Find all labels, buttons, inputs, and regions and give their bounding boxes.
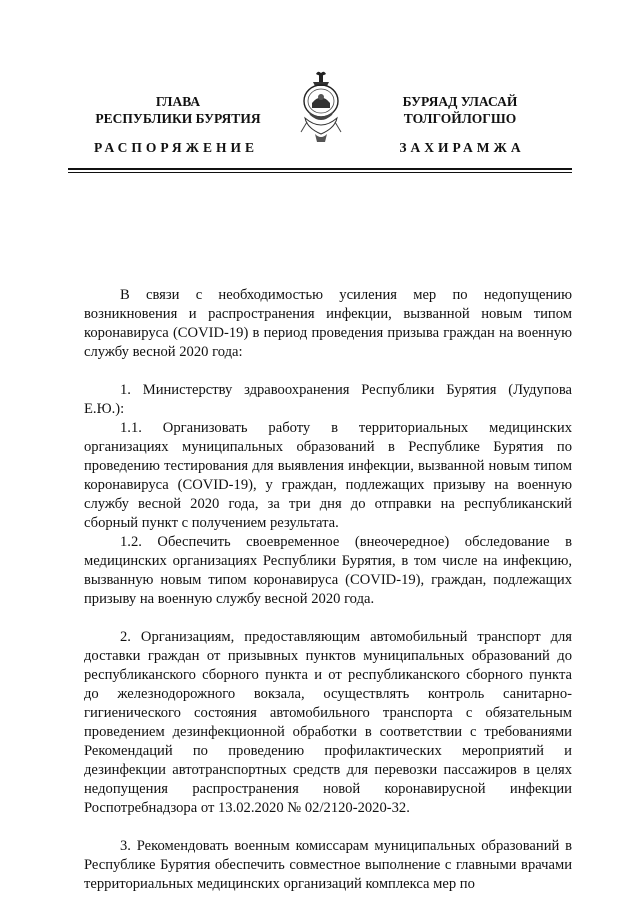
header-rule-thin xyxy=(68,172,572,173)
left-title-line2: РЕСПУБЛИКИ БУРЯТИЯ xyxy=(95,111,261,126)
paragraph-gap xyxy=(84,609,572,628)
item-3: 3. Рекомендовать военным комиссарам муниципальных образований в Республике Бурятия обеспечить совместное выполнение с главными врачами территориальных медицинских организаций комплекса мер по xyxy=(84,838,572,892)
header-rule-thick xyxy=(68,168,572,170)
coat-of-arms-icon xyxy=(297,70,345,148)
document-body xyxy=(84,286,572,894)
intro-paragraph: В связи с необходимостью усиления мер по недопущению возникновения и распространения инфекции, вызванной новым типом коронавируса (COVID-19) в период проведения призыва граждан на военную службу весной 2020 года: xyxy=(84,287,572,360)
doc-type-right: ЗАХИРАМЖА xyxy=(399,140,525,155)
right-title-line1: БУРЯАД УЛАСАЙ xyxy=(402,94,518,109)
paragraph-gap xyxy=(84,362,572,381)
item-1-1: 1.1. Организовать работу в территориальных медицинских организациях муниципальных образований в Республике Бурятия по проведению тестирования для выявления инфекции, вызванной новым типом коронавируса (COVID-19), у граждан, подлежащих призыву на военную службу весной 2020 года, за три дня до отправки на республиканский сборный пункт с получением результата. xyxy=(84,420,572,531)
item-2: 2. Организациям, предоставляющим автомобильный транспорт для доставки граждан от призывных пунктов муниципальных образований до республиканского сборного пункта и от республиканского сборного пункта до железнодорожного вокзала, осуществлять контроль санитарно-гигиенического состояния автомобильного транспорта с обязательным проведением дезинфекционной обработки в соответствии с требованиями Рекомендаций по проведению профилактических мероприятий и дезинфекции автотранспортных средств для перевозки пассажиров в целях недопущения распространения новой коронавирусной инфекции Роспотребнадзора от 13.02.2020 № 02/2120-2020-32. xyxy=(84,629,572,816)
header-left xyxy=(78,93,278,127)
left-title-line1: ГЛАВА xyxy=(155,94,201,109)
right-title-line2: ТОЛГОЙЛОГШО xyxy=(403,111,517,126)
item-1: 1. Министерству здравоохранения Республики Бурятия (Лудупова Е.Ю.): xyxy=(84,382,572,417)
doc-type-left: РАСПОРЯЖЕНИЕ xyxy=(93,140,259,155)
paragraph-gap xyxy=(84,818,572,837)
header-right xyxy=(360,93,560,127)
item-1-2: 1.2. Обеспечить своевременное (внеочередное) обследование в медицинских организациях Республики Бурятия, в том числе на инфекцию, вызванную новым типом коронавируса (COVID-19), граждан, подлежащих призыву на военную службу весной 2020 года. xyxy=(84,534,572,607)
